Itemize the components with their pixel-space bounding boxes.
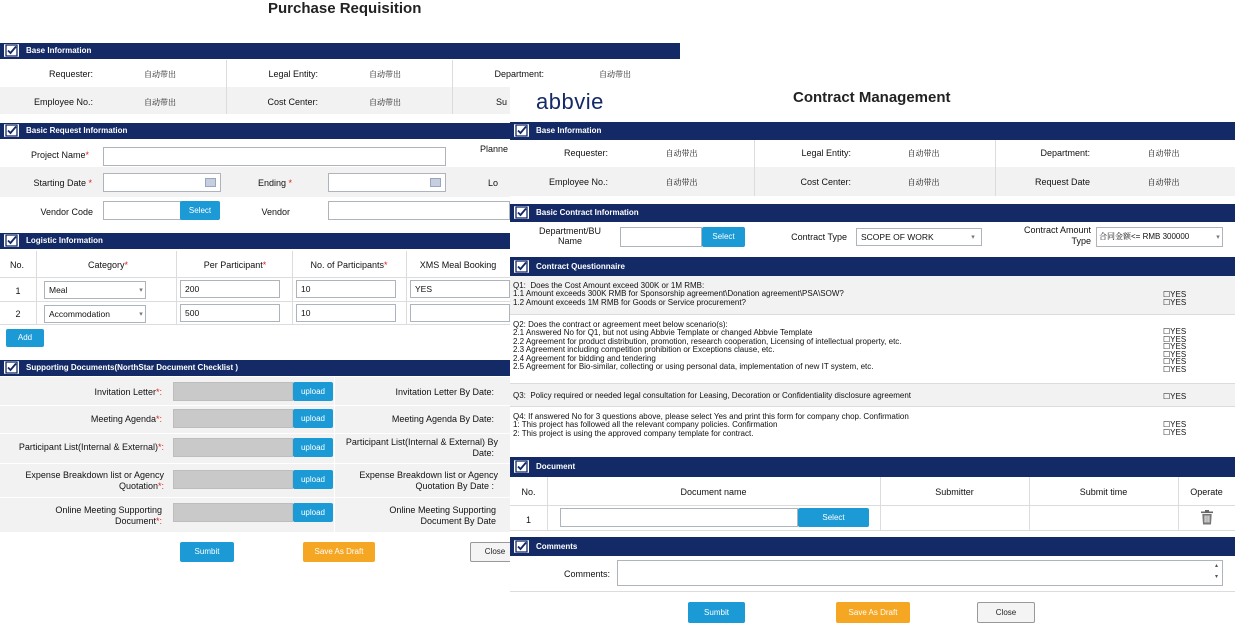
employee-no-label: Employee No.: [33,97,93,107]
doc-label-2: Document*: [114,516,162,526]
section-header-basic-contract [510,204,1235,222]
truncated-label: Su [496,97,508,107]
by-date-label: Participant List(Internal & External) By [345,437,498,447]
requester-label: Requester: [48,69,93,79]
per-participant-input[interactable]: 500 [180,304,280,322]
cost-center-value: 自动带出 [907,178,940,187]
col-header-document-name: Document name [680,487,747,497]
by-date-label-2: Quotation By Date : [415,481,494,491]
col-header-participants: No. of Participants* [310,260,388,270]
xms-input[interactable]: YES [410,280,510,298]
employee-no-value: 自动带出 [144,98,176,107]
doc-label-2: Quotation*: [118,481,164,491]
q2-yes-checkboxes[interactable]: ☐YES ☐YES ☐YES ☐YES ☐YES ☐YES [1163,327,1187,374]
checkbox-icon [514,540,529,553]
checkbox-icon [514,460,529,473]
section-header-basic-request [0,123,510,139]
planned-label: Planne [480,144,509,154]
by-date-label: Invitation Letter By Date: [395,387,494,397]
trash-icon[interactable] [1200,510,1214,527]
participants-input[interactable]: 10 [296,280,396,298]
request-date-value: 自动带出 [1147,178,1180,187]
abbvie-logo: abbvie [536,89,604,114]
chevron-down-icon[interactable]: ▾ [139,311,143,318]
employee-no-value: 自动带出 [665,178,698,187]
question-q1: Q1: Does the Cost Amount exceed 300K or 1M RMB: 1.1 Amount exceeds 300K RMB for Sponsorship agreement\Donation agreement\PSA\SOW? 1.2 Amount exceeds 1M RMB for Goods or Service procurement? [513,281,844,307]
cost-center-label: Cost Center: [267,97,318,107]
question-q3: Q3: Policy required or needed legal consultation for Leasing, Decoration or Confidentiality disclosure agreement [513,391,912,400]
q1-yes-checkboxes[interactable]: ☐YES ☐YES [1163,290,1187,307]
row-no: 1 [15,286,21,296]
department-label: Department: [1040,148,1090,158]
upload-button[interactable]: upload [293,409,333,428]
q3-yes-checkbox[interactable]: ☐YES [1163,392,1187,401]
contract-type-label: Contract Type [791,232,847,242]
comments-label: Comments: [563,569,610,579]
section-title: Contract Questionnaire [536,262,625,271]
doc-label: Participant List(Internal & External)*: [18,442,164,452]
document-name-input[interactable] [560,508,798,527]
requester-value: 自动带出 [665,149,698,158]
checkbox-icon [4,361,19,374]
by-date-label: Expense Breakdown list or Agency [359,470,498,480]
ending-date-input[interactable] [328,173,446,192]
contract-type-select[interactable]: SCOPE OF WORK [856,228,982,246]
chevron-down-icon[interactable]: ▾ [139,287,143,294]
legal-entity-value: 自动带出 [369,70,401,79]
checkbox-icon [514,206,529,219]
starting-date-label: Starting Date * [33,178,92,188]
chevron-down-icon[interactable]: ▾ [1216,234,1220,241]
project-name-label: Project Name* [30,150,89,160]
section-title: Basic Contract Information [536,208,639,217]
request-date-label: Request Date [1034,177,1090,187]
cost-center-label: Cost Center: [800,177,851,187]
dept-bu-input[interactable] [620,227,702,247]
question-q4: Q4: If answered No for 3 questions above, please select Yes and print this form for company chop. Confirmation 1: This project has followed all the relevant company policies. Confirmation 2: This project is using the approved company template for contract. [513,412,909,438]
comments-textarea[interactable] [617,560,1223,586]
row-no: 1 [525,515,531,525]
dept-bu-label: Department/BU [538,226,602,236]
vendor-code-label: Vendor Code [40,207,93,217]
section-title: Supporting Documents(NorthStar Document Checklist ) [26,363,239,372]
col-header-no: No. [9,260,24,270]
xms-input[interactable] [410,304,510,322]
col-header-operate: Operate [1190,487,1223,497]
question-q2: Q2: Does the contract or agreement meet below scenario(s): 2.1 Answered No for Q1, but not using Abbvie Template or changed Abbvie Template 2.2 Agreement for product distribution, promotion, research cooperation, Licensing of intellectual property, etc. 2.3 Agreement including competition prohibition or Exceptions clause, etc. 2.4 Agreement for bidding and tendering 2.5 Agreement for Bio-similar, collecting or using personal data, implementation of new IT system, etc. [513,320,902,372]
lo-label: Lo [488,178,499,188]
per-participant-input[interactable]: 200 [180,280,280,298]
doc-label: Online Meeting Supporting [55,505,162,515]
checkbox-icon [4,124,19,137]
by-date-label-2: Date: [472,448,494,458]
category-select[interactable]: Meal [44,281,146,299]
submit-button[interactable]: Sumbit [180,542,234,562]
col-header-category: Category* [87,260,129,270]
chevron-down-icon[interactable]: ▾ [971,234,975,241]
project-name-input[interactable] [103,147,446,166]
cost-center-value: 自动带出 [369,98,401,107]
checkbox-icon [514,124,529,137]
section-title: Logistic Information [26,236,103,245]
category-select[interactable]: Accommodation [44,305,146,323]
participants-input[interactable]: 10 [296,304,396,322]
row-no: 2 [15,309,21,319]
submit-button[interactable]: Sumbit [688,602,745,623]
calendar-icon[interactable] [205,178,216,187]
vendor-label: Vendor [261,207,290,217]
section-title: Base Information [26,46,92,55]
save-draft-button[interactable]: Save As Draft [836,602,910,623]
file-field [173,503,293,522]
section-header-logistic [0,233,510,249]
section-title: Document [536,462,576,471]
select-vendor-button[interactable]: Select [180,201,220,220]
vendor-code-input[interactable] [103,201,181,220]
employee-no-label: Employee No.: [548,177,608,187]
upload-button[interactable]: upload [293,382,333,401]
select-document-button[interactable]: Select [798,508,869,527]
add-row-button[interactable]: Add [6,329,44,347]
doc-label: Invitation Letter*: [94,387,162,397]
starting-date-input[interactable] [103,173,221,192]
textarea-scrollbar[interactable]: ▴ ▾ [1214,563,1218,580]
legal-entity-value: 自动带出 [907,149,940,158]
calendar-icon[interactable] [430,178,441,187]
col-header-per-participant: Per Participant* [203,260,267,270]
section-header-base-info [510,122,1235,140]
requester-label: Requester: [563,148,608,158]
save-draft-button[interactable]: Save As Draft [303,542,375,562]
department-value: 自动带出 [1147,149,1180,158]
vendor-input[interactable] [328,201,510,220]
q4-yes-checkboxes[interactable]: ☐YES ☐YES [1163,420,1187,437]
legal-entity-label: Legal Entity: [801,148,851,158]
upload-button[interactable]: upload [293,470,333,489]
amount-type-select[interactable]: 合同金额<= RMB 300000 [1096,227,1223,247]
amount-type-label: Contract Amount [1023,225,1091,235]
close-button[interactable]: Close [470,542,520,562]
page-title: Contract Management [793,89,951,106]
section-title: Basic Request Information [26,126,128,135]
checkbox-icon [514,260,529,273]
file-field [173,438,293,457]
contract-management-form [510,87,1235,624]
section-header-supporting-docs [0,360,510,376]
dept-bu-label-2: Name [557,236,582,246]
department-label: Department: [494,69,544,79]
checkbox-icon [4,44,19,57]
close-button[interactable]: Close [977,602,1035,623]
section-header-document [510,457,1235,477]
upload-button[interactable]: upload [293,438,333,457]
by-date-label-2: Document By Date [420,516,496,526]
select-dept-button[interactable]: Select [702,227,745,247]
section-title: Base Information [536,126,602,135]
col-header-submit-time: Submit time [1079,487,1128,497]
upload-button[interactable]: upload [293,503,333,522]
file-field [173,409,293,428]
doc-label: Meeting Agenda*: [90,414,162,424]
doc-label: Expense Breakdown list or Agency [25,470,164,480]
requester-value: 自动带出 [144,70,176,79]
file-field [173,382,293,401]
col-header-submitter: Submitter [935,487,974,497]
department-value: 自动带出 [599,70,631,79]
page-title: Purchase Requisition [268,0,422,17]
checkbox-icon [4,234,19,247]
col-header-xms: XMS Meal Booking [419,260,497,270]
legal-entity-label: Legal Entity: [268,69,318,79]
by-date-label: Online Meeting Supporting [389,505,496,515]
section-header-questionnaire [510,257,1235,276]
amount-type-label-2: Type [1071,236,1091,246]
section-header-comments [510,537,1235,556]
col-header-no: No. [521,487,536,497]
section-title: Comments [536,542,578,551]
by-date-label: Meeting Agenda By Date: [391,414,494,424]
ending-label: Ending * [257,178,292,188]
section-header-base-info [0,43,680,59]
file-field [173,470,293,489]
